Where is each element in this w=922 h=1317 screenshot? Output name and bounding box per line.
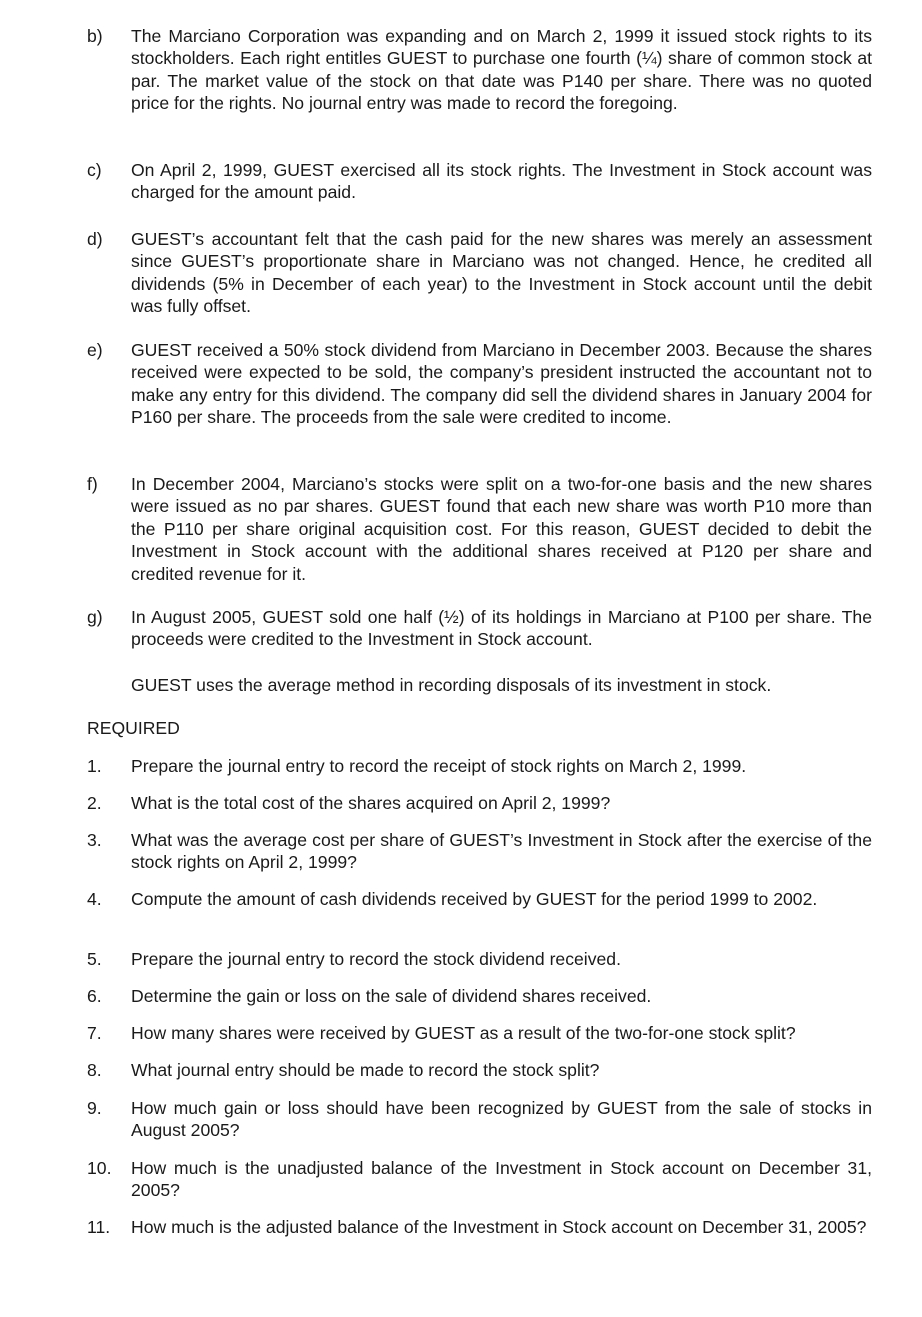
fact-text: On April 2, 1999, GUEST exercised all its stock rights. The Investment in Stock account was charged for the amount paid. xyxy=(131,160,872,203)
question-item-10 xyxy=(87,1157,872,1202)
question-item-5 xyxy=(87,948,872,970)
question-number: 2. xyxy=(87,793,102,813)
fact-label: b) xyxy=(87,26,103,46)
question-number: 6. xyxy=(87,986,102,1006)
fact-label: f) xyxy=(87,474,98,494)
question-text: What journal entry should be made to record the stock split? xyxy=(131,1060,600,1080)
fact-label: e) xyxy=(87,340,103,360)
fact-label: c) xyxy=(87,160,102,180)
question-number: 4. xyxy=(87,889,102,909)
question-item-4 xyxy=(87,888,872,910)
question-item-6 xyxy=(87,985,872,1007)
fact-text: The Marciano Corporation was expanding and on March 2, 1999 it issued stock rights to its stockholders. Each right entitles GUEST to purchase one fourth (¼) share of common stock at par. The market value of the stock on that date was P140 per share. There was no quoted price for the rights. No journal entry was made to record the foregoing. xyxy=(131,26,872,114)
method-note: GUEST uses the average method in recording disposals of its investment in stock. xyxy=(131,675,772,695)
question-number: 7. xyxy=(87,1023,102,1043)
question-text: Determine the gain or loss on the sale of dividend shares received. xyxy=(131,986,652,1006)
question-number: 10. xyxy=(87,1158,112,1178)
question-number: 5. xyxy=(87,949,102,969)
fact-text: In December 2004, Marciano’s stocks were split on a two-for-one basis and the new shares were issued as no par shares. GUEST found that each new share was worth P10 more than the P110 per share original acquisition cost. For this reason, GUEST decided to debit the Investment in Stock account with the additional shares received at P120 per share and credited revenue for it. xyxy=(131,474,872,584)
fact-text: GUEST received a 50% stock dividend from Marciano in December 2003. Because the shares received were expected to be sold, the company’s president instructed the accountant not to make any entry for this dividend. The company did sell the dividend shares in January 2004 for P160 per share. The proceeds from the sale were credited to income. xyxy=(131,340,872,428)
question-number: 3. xyxy=(87,830,102,850)
fact-text: In August 2005, GUEST sold one half (½) of its holdings in Marciano at P100 per share. The proceeds were credited to the Investment in Stock account. xyxy=(131,607,872,650)
fact-item-e xyxy=(87,339,872,429)
fact-item-b xyxy=(87,25,872,115)
fact-label: d) xyxy=(87,229,103,249)
question-text: What was the average cost per share of GUEST’s Investment in Stock after the exercise of the stock rights on April 2, 1999? xyxy=(131,830,872,873)
fact-text: GUEST’s accountant felt that the cash paid for the new shares was merely an assessment since GUEST’s proportionate share in Marciano was not changed. Hence, he credited all dividends (5% in December of each year) to the Investment in Stock account until the debit was fully offset. xyxy=(131,229,872,317)
question-item-8 xyxy=(87,1059,872,1081)
fact-item-c xyxy=(87,159,872,204)
question-number: 1. xyxy=(87,756,102,776)
question-text: How many shares were received by GUEST as a result of the two-for-one stock split? xyxy=(131,1023,796,1043)
fact-item-d xyxy=(87,228,872,318)
required-heading: REQUIRED xyxy=(87,718,180,738)
question-text: How much is the unadjusted balance of the Investment in Stock account on December 31, 2005? xyxy=(131,1158,872,1201)
question-text: What is the total cost of the shares acquired on April 2, 1999? xyxy=(131,793,611,813)
question-text: How much is the adjusted balance of the Investment in Stock account on December 31, 2005? xyxy=(131,1217,867,1237)
question-number: 8. xyxy=(87,1060,102,1080)
question-item-2 xyxy=(87,792,872,814)
fact-item-g xyxy=(87,606,872,651)
question-item-11 xyxy=(87,1216,872,1238)
question-item-3 xyxy=(87,829,872,874)
question-number: 11. xyxy=(87,1217,111,1237)
question-text: How much gain or loss should have been recognized by GUEST from the sale of stocks in August 2005? xyxy=(131,1098,872,1141)
question-number: 9. xyxy=(87,1098,102,1118)
question-item-7 xyxy=(87,1022,872,1044)
fact-item-f xyxy=(87,473,872,585)
question-text: Prepare the journal entry to record the receipt of stock rights on March 2, 1999. xyxy=(131,756,747,776)
question-item-9 xyxy=(87,1097,872,1142)
question-text: Prepare the journal entry to record the stock dividend received. xyxy=(131,949,621,969)
question-item-1 xyxy=(87,755,872,777)
question-text: Compute the amount of cash dividends received by GUEST for the period 1999 to 2002. xyxy=(131,889,818,909)
fact-label: g) xyxy=(87,607,103,627)
